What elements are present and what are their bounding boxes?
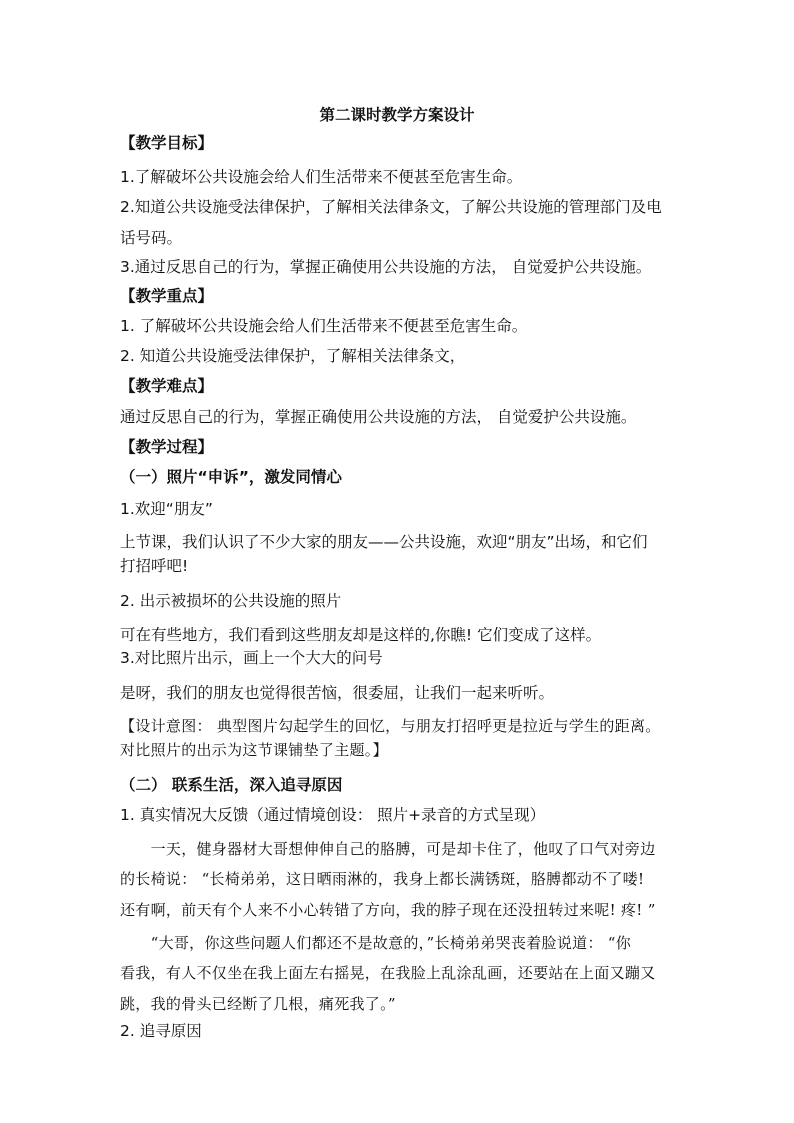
part2-heading: （二） 联系生活，深入追寻原因 [120, 776, 343, 794]
doc-title: 第二课时教学方案设计 [319, 106, 475, 124]
story-line-6: 跳，我的骨头已经断了几根，痛死我了。” [120, 995, 396, 1013]
difficulty-text: 通过反思自己的行为，掌握正确使用公共设施的方法， 自觉爱护公共设施。 [120, 408, 637, 426]
step2-title: 2. 出示被损坏的公共设施的照片 [120, 592, 342, 610]
step1-text-2: 打招呼吧! [120, 557, 189, 575]
key-item-2: 2. 知道公共设施受法律保护，了解相关法律条文， [120, 347, 466, 365]
goal-item-2-cont: 话号码。 [120, 229, 183, 247]
step1-title: 1.欢迎“朋友” [120, 500, 213, 518]
difficulty-heading: 【教学难点】 [120, 377, 214, 395]
part2-step1: 1. 真实情况大反馈（通过情境创设： 照片+录音的方式呈现） [120, 806, 546, 824]
step3-title: 3.对比照片出示，画上一个大大的问号 [120, 649, 383, 667]
key-item-1: 1. 了解破坏公共设施会给人们生活带来不便甚至危害生命。 [120, 317, 528, 335]
step3-text: 是呀，我们的朋友也觉得很苦恼，很委屈，让我们一起来听听。 [120, 684, 555, 702]
goal-item-3: 3.通过反思自己的行为，掌握正确使用公共设施的方法， 自觉爱护公共设施。 [120, 258, 652, 276]
story-line-5: 看我，有人不仅坐在我上面左右摇晃，在我脸上乱涂乱画，还要站在上面又蹦又 [120, 964, 656, 982]
key-heading: 【教学重点】 [120, 287, 214, 305]
step1-text-1: 上节课，我们认识了不少大家的朋友——公共设施，欢迎“朋友”出场，和它们 [120, 533, 648, 551]
goal-item-1: 1.了解破坏公共设施会给人们生活带来不便甚至危害生命。 [120, 168, 523, 186]
story-line-1: 一天，健身器材大哥想伸伸自己的胳膊，可是却卡住了，他叹了口气对旁边 [120, 840, 656, 858]
story-line-3: 还有啊，前天有个人来不小心转错了方向，我的脖子现在还没扭转过来呢! 疼! ” [120, 901, 656, 919]
story-line-2: 的长椅说： “长椅弟弟，这日晒雨淋的，我身上都长满锈斑，胳膊都动不了喽! [120, 870, 645, 888]
part1-heading: （一）照片“申诉”，激发同情心 [120, 468, 342, 486]
story-line-4: “大哥，你这些问题人们都还不是故意的，”长椅弟弟哭丧着脸说道： “你 [120, 934, 632, 952]
process-heading: 【教学过程】 [120, 438, 214, 456]
design-note-2: 对比照片的出示为这节课铺垫了主题。】 [120, 741, 388, 759]
goal-item-2: 2.知道公共设施受法律保护，了解相关法律条文，了解公共设施的管理部门及电 [120, 198, 662, 216]
goal-heading: 【教学目标】 [120, 134, 214, 152]
part2-step2: 2. 追寻原因 [120, 1022, 202, 1040]
step2-text: 可在有些地方，我们看到这些朋友却是这样的,你瞧! 它们变成了这样。 [120, 626, 602, 644]
design-note-1: 【设计意图： 典型图片勾起学生的回忆，与朋友打招呼更是拉近与学生的距离。 [120, 717, 661, 735]
